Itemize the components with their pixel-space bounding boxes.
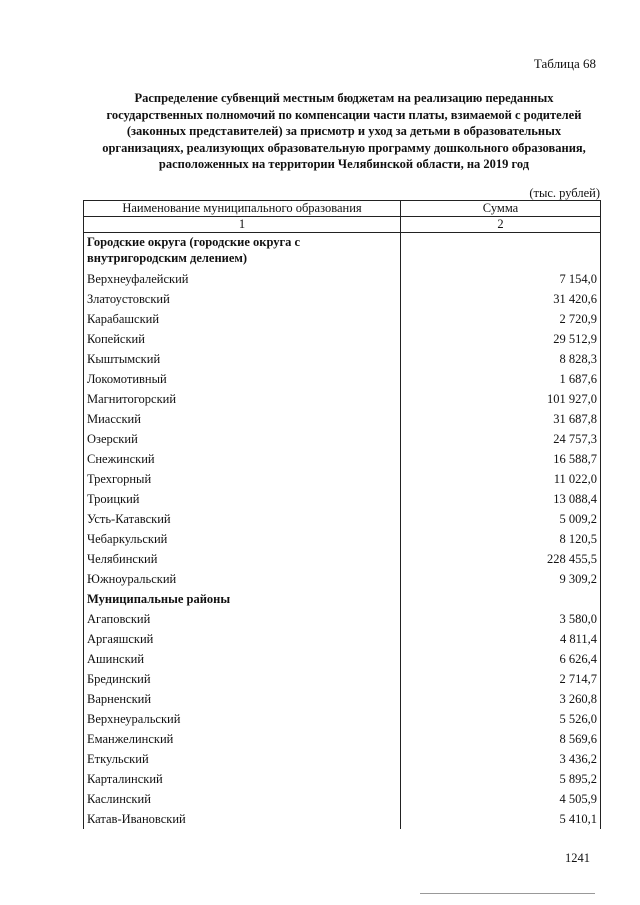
table-row [84, 569, 601, 589]
table-row [84, 789, 601, 809]
municipality-name: Аргаяшский [84, 629, 401, 649]
amount-value: 2 720,9 [401, 309, 601, 329]
amount-value: 31 420,6 [401, 289, 601, 309]
table-row [84, 669, 601, 689]
municipality-name: Еманжелинский [84, 729, 401, 749]
amount-value: 8 828,3 [401, 349, 601, 369]
municipality-name: Еткульский [84, 749, 401, 769]
amount-value: 31 687,8 [401, 409, 601, 429]
amount-value: 5 410,1 [401, 809, 601, 829]
amount-value: 11 022,0 [401, 469, 601, 489]
table-row [84, 649, 601, 669]
municipality-name: Усть-Катавский [84, 509, 401, 529]
municipality-name: Локомотивный [84, 369, 401, 389]
amount-value: 1 687,6 [401, 369, 601, 389]
municipality-name: Агаповский [84, 609, 401, 629]
table-row [84, 329, 601, 349]
table-row [84, 509, 601, 529]
municipality-name: Карабашский [84, 309, 401, 329]
municipality-name: Трехгорный [84, 469, 401, 489]
table-row [84, 689, 601, 709]
amount-value: 6 626,4 [401, 649, 601, 669]
table-row [84, 409, 601, 429]
section-heading-row [84, 589, 601, 609]
table-row [84, 529, 601, 549]
table-row [84, 729, 601, 749]
amount-value: 16 588,7 [401, 449, 601, 469]
municipality-name: Кыштымский [84, 349, 401, 369]
page-number: 1241 [565, 851, 590, 865]
amount-value: 5 526,0 [401, 709, 601, 729]
table-row [84, 289, 601, 309]
table-row [84, 269, 601, 289]
table-row [84, 369, 601, 389]
section-heading: Муниципальные районы [84, 589, 401, 609]
amount-value: 5 895,2 [401, 769, 601, 789]
amount-value: 29 512,9 [401, 329, 601, 349]
municipality-name: Чебаркульский [84, 529, 401, 549]
municipality-name: Челябинский [84, 549, 401, 569]
subvention-table [83, 200, 601, 829]
table-row [84, 769, 601, 789]
municipality-name: Каслинский [84, 789, 401, 809]
municipality-name: Миасский [84, 409, 401, 429]
section-heading-row [84, 233, 601, 270]
amount-value: 24 757,3 [401, 429, 601, 449]
amount-value: 3 580,0 [401, 609, 601, 629]
table-row [84, 469, 601, 489]
document-title: Распределение субвенций местным бюджетам на реализацию переданных государственных полномочий по компенсации части платы, взимаемой с родителей (законных представителей) за присмотр и уход за детьми в образовательных организациях, реализующих образовательную программу дошкольного образования, расположенных на территории Челябинской области, на 2019 год [102, 91, 586, 171]
amount-value: 228 455,5 [401, 549, 601, 569]
municipality-name: Магнитогорский [84, 389, 401, 409]
table-row [84, 549, 601, 569]
page-edge-line [420, 893, 595, 894]
section-heading: Городские округа (городские округа с внутригородским делением) [84, 233, 401, 270]
amount-value: 3 260,8 [401, 689, 601, 709]
table-row [84, 349, 601, 369]
amount-value: 9 309,2 [401, 569, 601, 589]
amount-value: 3 436,2 [401, 749, 601, 769]
amount-value: 5 009,2 [401, 509, 601, 529]
municipality-name: Озерский [84, 429, 401, 449]
municipality-name: Варненский [84, 689, 401, 709]
table-number: Таблица 68 [533, 56, 596, 71]
amount-value: 4 505,9 [401, 789, 601, 809]
table-row [84, 389, 601, 409]
column-header-sum: Сумма [401, 201, 601, 217]
section-heading-value [401, 589, 601, 609]
municipality-name: Снежинский [84, 449, 401, 469]
table-row [84, 629, 601, 649]
section-heading-value [401, 233, 601, 270]
table-row [84, 809, 601, 829]
amount-value: 101 927,0 [401, 389, 601, 409]
municipality-name: Златоустовский [84, 289, 401, 309]
column-number-1: 1 [84, 217, 401, 233]
municipality-name: Верхнеуральский [84, 709, 401, 729]
municipality-name: Брединский [84, 669, 401, 689]
table-row [84, 449, 601, 469]
municipality-name: Ашинский [84, 649, 401, 669]
municipality-name: Южноуральский [84, 569, 401, 589]
units-label: (тыс. рублей) [529, 186, 600, 200]
column-number-2: 2 [401, 217, 601, 233]
amount-value: 2 714,7 [401, 669, 601, 689]
municipality-name: Копейский [84, 329, 401, 349]
amount-value: 8 120,5 [401, 529, 601, 549]
table-row [84, 309, 601, 329]
table-row [84, 709, 601, 729]
table-row [84, 749, 601, 769]
column-number-row [84, 217, 601, 233]
municipality-name: Карталинский [84, 769, 401, 789]
column-header-name: Наименование муниципального образования [84, 201, 401, 217]
amount-value: 13 088,4 [401, 489, 601, 509]
table-row [84, 429, 601, 449]
municipality-name: Верхнеуфалейский [84, 269, 401, 289]
table-body [84, 217, 601, 830]
table-row [84, 609, 601, 629]
amount-value: 8 569,6 [401, 729, 601, 749]
municipality-name: Катав-Ивановский [84, 809, 401, 829]
municipality-name: Троицкий [84, 489, 401, 509]
table-row [84, 489, 601, 509]
amount-value: 4 811,4 [401, 629, 601, 649]
amount-value: 7 154,0 [401, 269, 601, 289]
